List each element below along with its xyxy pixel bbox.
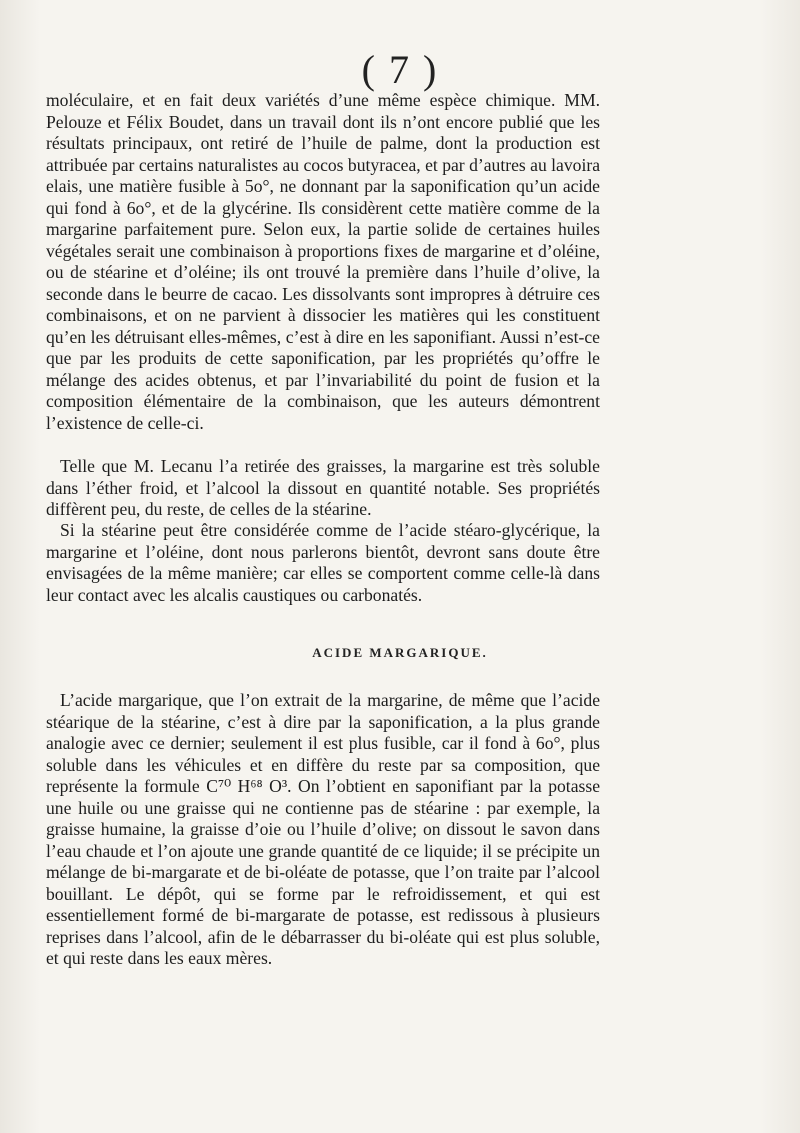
- paragraph-margarine-solubility: [46, 456, 600, 521]
- paragraph-margarine-composition: [46, 90, 600, 434]
- paragraph-text: L’acide margarique, que l’on extrait de la margarine, de même que l’acide stéarique de la stéarine, c’est à dire par la saponification, a la plus grande analogie avec ce dernier; seulement il est plus fusible, car il fond à 6o°, plus soluble dans les véhicules et en diffère du reste par sa composition, que représente la formule C⁷⁰ H⁶⁸ O³. On l’obtient en saponifiant par la potasse une huile ou une graisse qui ne contienne pas de stéarine : par exemple, la graisse humaine, la graisse d’oie ou l’huile d’olive; on dissout le savon dans l’eau chaude et l’on ajoute une grande quantité de ce liquide; il se précipite un mélange de bi-margarate et de bi-oléate de potasse, que l’on traite par l’alcool bouillant. Le dépôt, qui se forme par le refroidissement, et qui est essentiellement formé de bi-margarate de potasse, est redissous à plusieurs reprises dans l’alcool, afin de le débarrasser du bi-oléate qui est plus soluble, et qui reste dans les eaux mères.: [46, 690, 600, 968]
- paragraph-stearine-glyceric: [46, 520, 600, 606]
- paragraph-text: Si la stéarine peut être considérée comme de l’acide stéaro-glycérique, la margarine et l’oléine, dont nous parlerons bientôt, devront sans doute être envisagées de la même manière; car elles se comportent comme celle-là dans leur contact avec les alcalis caustiques ou carbonatés.: [46, 520, 600, 605]
- paragraph-margaric-acid: [46, 690, 600, 970]
- section-heading: ACIDE MARGARIQUE.: [312, 645, 488, 660]
- paragraph-text: moléculaire, et en fait deux variétés d’une même espèce chimique. MM. Pelouze et Félix Boudet, dans un travail dont ils n’ont encore publié que les résultats principaux, ont retiré de l’huile de palme, dont la production est attribuée par certains naturalistes au cocos butyracea, et par d’autres au lavoira elais, une matière fusible à 5o°, ne donnant par la saponification qu’un acide qui fond à 6o°, et de la glycérine. Ils considèrent cette matière comme de la margarine parfaitement pure. Selon eux, la partie solide de certaines huiles végétales serait une combinaison à proportions fixes de margarine et d’oléine, ou de stéarine et d’oléine; ils ont trouvé la première dans l’huile d’olive, la seconde dans le beurre de cacao. Les dissolvants sont impropres à détruire ces combinaisons, et on ne parvient à dissocier les matières qui les constituent qu’en les détruisant elles-mêmes, c’est à dire en les saponifiant. Aussi n’est-ce que par les produits de cette saponification, par les propriétés qu’offre le mélange des acides obtenus, et par l’invariabilité du point de fusion et la composition élémentaire de la combinaison, que les auteurs démontrent l’existence de celle-ci.: [46, 90, 600, 433]
- page-number: ( 7 ): [361, 47, 439, 92]
- paragraph-text: Telle que M. Lecanu l’a retirée des graisses, la margarine est très soluble dans l’éther froid, et l’alcool la dissout en quantité notable. Ses propriétés diffèrent peu, du reste, de celles de la stéarine.: [46, 456, 600, 519]
